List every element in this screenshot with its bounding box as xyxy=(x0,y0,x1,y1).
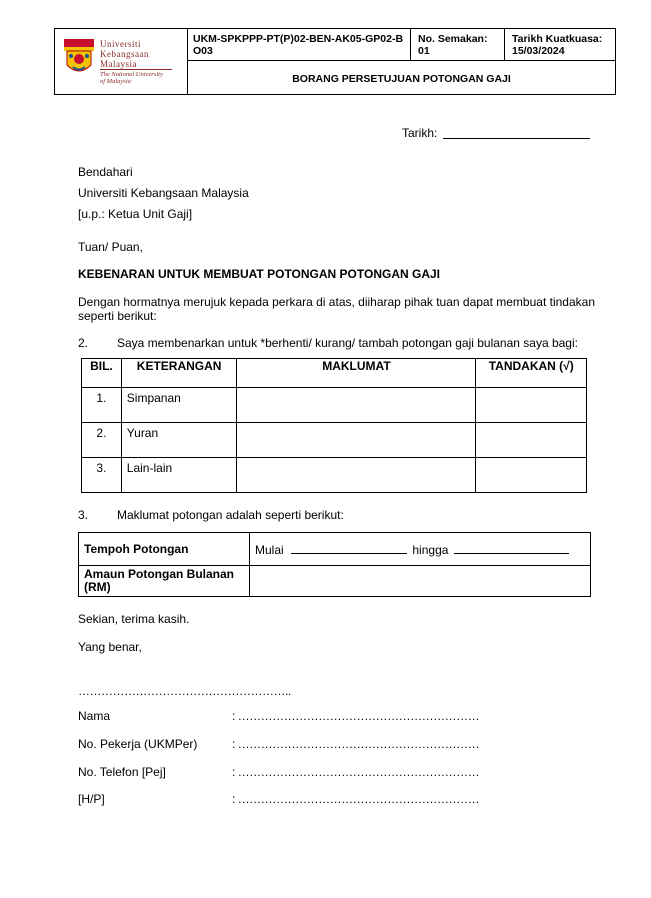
table-row xyxy=(82,423,587,458)
revision-label: No. Semakan: xyxy=(418,33,488,45)
row-bil: 3. xyxy=(82,458,122,493)
table-row xyxy=(82,388,587,423)
recipient-line1: Bendahari xyxy=(78,165,133,179)
row-maklumat-cell[interactable] xyxy=(237,388,476,423)
row-keterangan: Lain-lain xyxy=(121,458,237,493)
item2-text: Saya membenarkan untuk *berhenti/ kurang/ tambah potongan gaji bulanan saya bagi: xyxy=(117,336,578,350)
field-value-office-phone[interactable]: : ……………………………………………………… xyxy=(232,765,480,779)
effective-date-cell xyxy=(505,29,615,61)
row-maklumat-cell[interactable] xyxy=(237,423,476,458)
row-keterangan: Yuran xyxy=(121,423,237,458)
amount-label-line2: (RM) xyxy=(84,580,111,594)
col-maklumat-header: MAKLUMAT xyxy=(237,359,476,388)
doc-code-cell xyxy=(188,29,411,61)
col-tandakan-header: TANDAKAN (√) xyxy=(476,359,587,388)
row-tandakan-cell[interactable] xyxy=(476,423,587,458)
deduction-table-header xyxy=(82,359,587,388)
period-start-field[interactable] xyxy=(291,541,407,554)
amount-row xyxy=(79,566,591,597)
recipient-line3: [u.p.: Ketua Unit Gaji] xyxy=(78,207,193,221)
item3-number: 3. xyxy=(78,508,89,522)
logo-tagline-line1: The National University xyxy=(100,71,163,78)
signature-line[interactable]: ……………………………………………….. xyxy=(78,684,291,698)
field-label-nama: Nama xyxy=(78,709,111,723)
form-title: BORANG PERSETUJUAN POTONGAN GAJI xyxy=(292,73,511,85)
date-field[interactable] xyxy=(443,126,590,139)
recipient-line2: Universiti Kebangsaan Malaysia xyxy=(78,186,249,200)
period-row xyxy=(79,533,591,566)
item2-number: 2. xyxy=(78,336,89,350)
closing-text: Sekian, terima kasih. xyxy=(78,612,190,626)
period-start-label: Mulai xyxy=(255,543,284,557)
field-value-nama[interactable]: : ……………………………………………………… xyxy=(232,709,480,723)
date-label: Tarikh: xyxy=(402,126,438,140)
deduction-table xyxy=(81,358,587,493)
amount-label-cell xyxy=(79,566,250,597)
field-value-mobile[interactable]: : ……………………………………………………… xyxy=(232,792,480,806)
revision-cell xyxy=(411,29,505,61)
field-label-office-phone: No. Telefon [Pej] xyxy=(78,765,166,779)
subject-heading: KEBENARAN UNTUK MEMBUAT POTONGAN POTONGAN GAJI xyxy=(78,267,441,281)
period-value-cell xyxy=(250,533,591,566)
row-bil: 1. xyxy=(82,388,122,423)
col-bil-header: BIL. xyxy=(82,359,122,388)
deduction-details-table xyxy=(78,532,591,597)
logo-name-line1: Universiti xyxy=(100,39,141,49)
logo-name-line3: Malaysia xyxy=(100,59,137,69)
logo-divider xyxy=(100,69,172,70)
sign-off: Yang benar, xyxy=(78,640,142,654)
row-tandakan-cell[interactable] xyxy=(476,458,587,493)
table-row xyxy=(82,458,587,493)
period-label: Tempoh Potongan xyxy=(79,533,250,566)
period-end-label: hingga xyxy=(412,543,449,557)
row-tandakan-cell[interactable] xyxy=(476,388,587,423)
field-label-staff-no: No. Pekerja (UKMPer) xyxy=(78,737,198,751)
logo-tagline-line2: of Malaysia xyxy=(100,78,131,85)
salutation: Tuan/ Puan, xyxy=(78,240,143,254)
period-end-field[interactable] xyxy=(454,541,569,554)
amount-value-cell[interactable] xyxy=(250,566,591,597)
col-keterangan-header: KETERANGAN xyxy=(121,359,237,388)
logo-name-line2: Kebangsaan xyxy=(100,49,149,59)
amount-label-line1: Amaun Potongan Bulanan xyxy=(84,567,234,581)
field-value-staff-no[interactable]: : ……………………………………………………… xyxy=(232,737,480,751)
field-label-mobile: [H/P] xyxy=(78,792,105,806)
row-maklumat-cell[interactable] xyxy=(237,458,476,493)
revision-value: 01 xyxy=(418,45,430,57)
effective-value: 15/03/2024 xyxy=(512,45,565,57)
intro-line2: seperti berikut: xyxy=(78,309,157,323)
effective-label: Tarikh Kuatkuasa: xyxy=(512,33,603,45)
doc-code: UKM-SPKPPP-PT(P)02-BEN-AK05-GP02-BO03 xyxy=(193,33,404,57)
row-keterangan: Simpanan xyxy=(121,388,237,423)
logo-cell xyxy=(55,29,188,94)
row-bil: 2. xyxy=(82,423,122,458)
ukm-crest-icon xyxy=(64,39,94,77)
intro-line1: Dengan hormatnya merujuk kepada perkara di atas, diiharap pihak tuan dapat membuat tindakan xyxy=(78,295,595,309)
item3-text: Maklumat potongan adalah seperti berikut: xyxy=(117,508,344,522)
document-header xyxy=(54,28,616,95)
